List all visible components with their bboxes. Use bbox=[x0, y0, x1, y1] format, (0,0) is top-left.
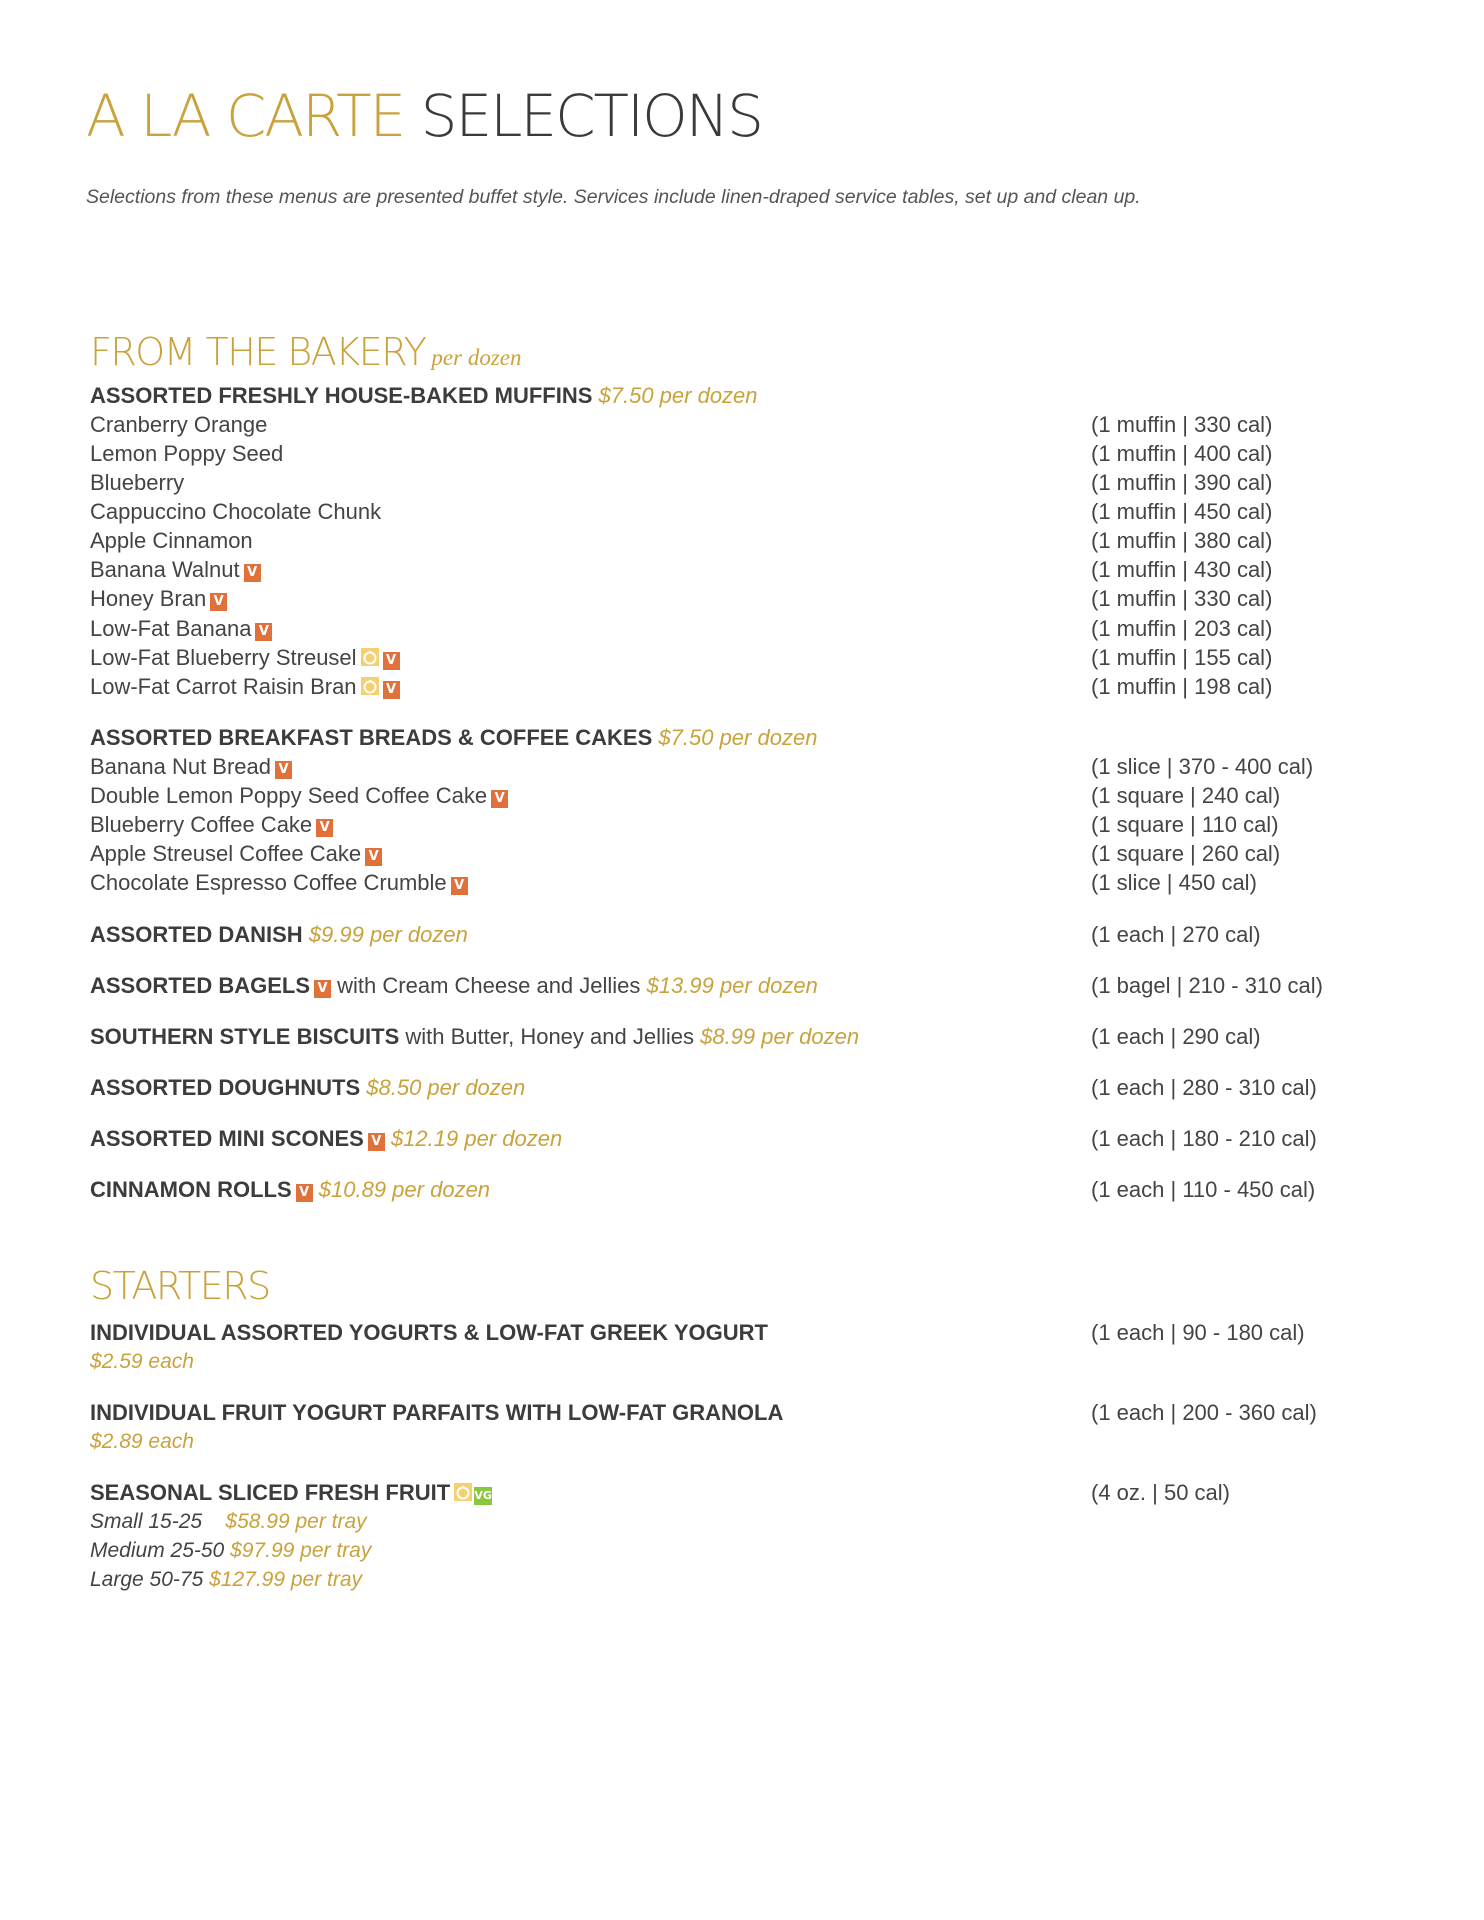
item-price: $2.89 each bbox=[90, 1430, 194, 1453]
vegetarian-badge-icon: V bbox=[244, 564, 261, 582]
list-item bbox=[90, 584, 1390, 613]
item-name: Apple Streusel Coffee Cake bbox=[90, 841, 362, 866]
item-name: Low-Fat Blueberry Streusel bbox=[90, 645, 357, 670]
item-description: with Butter, Honey and Jellies bbox=[405, 1024, 694, 1049]
item-price: $7.50 per dozen bbox=[598, 383, 758, 408]
item-price: $8.50 per dozen bbox=[366, 1075, 526, 1100]
item-name: CINNAMON ROLLS bbox=[90, 1177, 292, 1202]
list-item bbox=[90, 497, 1390, 526]
tray-size-row bbox=[90, 1565, 362, 1594]
item-calories: (1 each | 90 - 180 cal) bbox=[1091, 1320, 1305, 1345]
item-calories: (1 muffin | 380 cal) bbox=[1091, 528, 1273, 553]
list-item bbox=[90, 781, 1390, 810]
vegetarian-badge-icon: V bbox=[368, 1133, 385, 1151]
vegetarian-badge-icon: V bbox=[210, 593, 227, 611]
item-name: ASSORTED BREAKFAST BREADS & COFFEE CAKES bbox=[90, 725, 653, 750]
tray-size-label: Large 50-75 bbox=[90, 1568, 204, 1591]
item-name: INDIVIDUAL FRUIT YOGURT PARFAITS WITH LOW-FAT GRANOLA bbox=[90, 1400, 784, 1425]
vegetarian-badge-icon: V bbox=[365, 848, 382, 866]
item-name: Honey Bran bbox=[90, 586, 207, 611]
item-calories: (1 slice | 370 - 400 cal) bbox=[1091, 754, 1314, 779]
vegetarian-badge-icon: V bbox=[316, 819, 333, 837]
vegetarian-badge-icon: V bbox=[451, 877, 468, 895]
list-item bbox=[90, 468, 1390, 497]
section-title-bakery bbox=[90, 328, 521, 382]
item-calories: (1 square | 110 cal) bbox=[1091, 812, 1279, 837]
vegetarian-badge-icon: V bbox=[314, 980, 331, 998]
item-calories: (1 each | 200 - 360 cal) bbox=[1091, 1400, 1317, 1425]
item-price: $8.99 per dozen bbox=[700, 1024, 860, 1049]
vegetarian-badge-icon: V bbox=[255, 623, 272, 641]
list-item bbox=[90, 1073, 1390, 1102]
item-name: ASSORTED FRESHLY HOUSE-BAKED MUFFINS bbox=[90, 383, 593, 408]
item-calories: (1 muffin | 430 cal) bbox=[1091, 557, 1273, 582]
item-name: INDIVIDUAL ASSORTED YOGURTS & LOW-FAT GREEK YOGURT bbox=[90, 1320, 768, 1345]
item-calories: (1 each | 290 cal) bbox=[1091, 1024, 1261, 1049]
item-name: Cranberry Orange bbox=[90, 412, 268, 437]
vegetarian-badge-icon: V bbox=[275, 761, 292, 779]
item-calories: (1 square | 260 cal) bbox=[1091, 841, 1281, 866]
tray-price: $97.99 per tray bbox=[230, 1539, 372, 1562]
list-item bbox=[90, 1318, 1390, 1347]
item-calories: (1 muffin | 330 cal) bbox=[1091, 586, 1273, 611]
list-item bbox=[90, 614, 1390, 643]
item-calories: (1 slice | 450 cal) bbox=[1091, 870, 1257, 895]
vegetarian-badge-icon: V bbox=[383, 681, 400, 699]
healthy-choice-icon bbox=[361, 677, 379, 695]
item-calories: (1 muffin | 330 cal) bbox=[1091, 412, 1273, 437]
item-price: $12.19 per dozen bbox=[390, 1126, 563, 1151]
item-name: Cappuccino Chocolate Chunk bbox=[90, 499, 382, 524]
list-item bbox=[90, 526, 1390, 555]
tray-price: $127.99 per tray bbox=[209, 1568, 363, 1591]
item-name: Low-Fat Banana bbox=[90, 616, 252, 641]
vegan-badge-icon: VG bbox=[474, 1487, 492, 1505]
item-name: Double Lemon Poppy Seed Coffee Cake bbox=[90, 783, 488, 808]
page-title bbox=[86, 80, 762, 152]
vegetarian-badge-icon: V bbox=[491, 790, 508, 808]
item-calories: (1 square | 240 cal) bbox=[1091, 783, 1281, 808]
healthy-choice-icon bbox=[361, 648, 379, 666]
tray-price: $58.99 per tray bbox=[225, 1510, 367, 1533]
tray-size-row bbox=[90, 1507, 367, 1536]
item-name: ASSORTED DOUGHNUTS bbox=[90, 1075, 361, 1100]
list-item bbox=[90, 810, 1390, 839]
list-item bbox=[90, 920, 1390, 949]
item-calories: (1 muffin | 155 cal) bbox=[1091, 645, 1273, 670]
item-calories: (1 muffin | 198 cal) bbox=[1091, 674, 1273, 699]
item-name: Blueberry Coffee Cake bbox=[90, 812, 313, 837]
list-item bbox=[90, 1478, 1390, 1507]
title-gold: A LA CARTE bbox=[86, 82, 405, 150]
item-name: SOUTHERN STYLE BISCUITS bbox=[90, 1024, 400, 1049]
section-title-bakery-text: FROM THE BAKERY bbox=[90, 330, 426, 374]
list-item bbox=[90, 971, 1390, 1000]
item-price: $9.99 per dozen bbox=[308, 922, 468, 947]
tray-size-label: Small 15-25 bbox=[90, 1510, 203, 1533]
list-item bbox=[90, 752, 1390, 781]
section-unit: per dozen bbox=[431, 345, 522, 370]
list-item bbox=[90, 1398, 1390, 1427]
title-dark: SELECTIONS bbox=[420, 82, 762, 150]
list-item bbox=[90, 1124, 1390, 1153]
item-calories: (1 each | 180 - 210 cal) bbox=[1091, 1126, 1317, 1151]
list-item bbox=[90, 868, 1390, 897]
item-name: ASSORTED MINI SCONES bbox=[90, 1126, 364, 1151]
tray-size-row bbox=[90, 1536, 371, 1565]
item-name: ASSORTED DANISH bbox=[90, 922, 303, 947]
item-price: $13.99 per dozen bbox=[646, 973, 818, 998]
item-name: ASSORTED BAGELS bbox=[90, 973, 311, 998]
breads-header bbox=[90, 723, 1390, 752]
item-calories: (4 oz. | 50 cal) bbox=[1091, 1480, 1230, 1505]
item-description: with Cream Cheese and Jellies bbox=[337, 973, 641, 998]
tray-size-label: Medium 25-50 bbox=[90, 1539, 225, 1562]
muffins-header bbox=[90, 381, 1390, 410]
list-item bbox=[90, 410, 1390, 439]
item-price: $10.89 per dozen bbox=[318, 1177, 491, 1202]
list-item bbox=[90, 672, 1390, 701]
intro-text: Selections from these menus are presented buffet style. Services include linen-draped service tables, set up and clean up. bbox=[86, 186, 1141, 208]
item-name: Banana Walnut bbox=[90, 557, 240, 582]
item-name: Low-Fat Carrot Raisin Bran bbox=[90, 674, 357, 699]
list-item bbox=[90, 1175, 1390, 1204]
item-name: Lemon Poppy Seed bbox=[90, 441, 284, 466]
item-calories: (1 each | 270 cal) bbox=[1091, 922, 1261, 947]
section-title-starters: STARTERS bbox=[90, 1264, 270, 1308]
list-item bbox=[90, 839, 1390, 868]
list-item bbox=[90, 439, 1390, 468]
item-name: Chocolate Espresso Coffee Crumble bbox=[90, 870, 447, 895]
item-calories: (1 each | 110 - 450 cal) bbox=[1091, 1177, 1316, 1202]
item-calories: (1 muffin | 400 cal) bbox=[1091, 441, 1273, 466]
item-price: $2.59 each bbox=[90, 1350, 194, 1373]
healthy-choice-icon bbox=[454, 1483, 472, 1501]
item-name: Apple Cinnamon bbox=[90, 528, 253, 553]
item-name: SEASONAL SLICED FRESH FRUIT bbox=[90, 1480, 451, 1505]
list-item bbox=[90, 555, 1390, 584]
item-name: Blueberry bbox=[90, 470, 185, 495]
list-item bbox=[90, 643, 1390, 672]
item-calories: (1 muffin | 203 cal) bbox=[1091, 616, 1273, 641]
item-name: Banana Nut Bread bbox=[90, 754, 272, 779]
list-item bbox=[90, 1022, 1390, 1051]
item-calories: (1 each | 280 - 310 cal) bbox=[1091, 1075, 1317, 1100]
item-calories: (1 bagel | 210 - 310 cal) bbox=[1091, 973, 1323, 998]
vegetarian-badge-icon: V bbox=[383, 652, 400, 670]
item-price: $7.50 per dozen bbox=[658, 725, 818, 750]
vegetarian-badge-icon: V bbox=[296, 1184, 313, 1202]
item-calories: (1 muffin | 450 cal) bbox=[1091, 499, 1273, 524]
item-calories: (1 muffin | 390 cal) bbox=[1091, 470, 1273, 495]
